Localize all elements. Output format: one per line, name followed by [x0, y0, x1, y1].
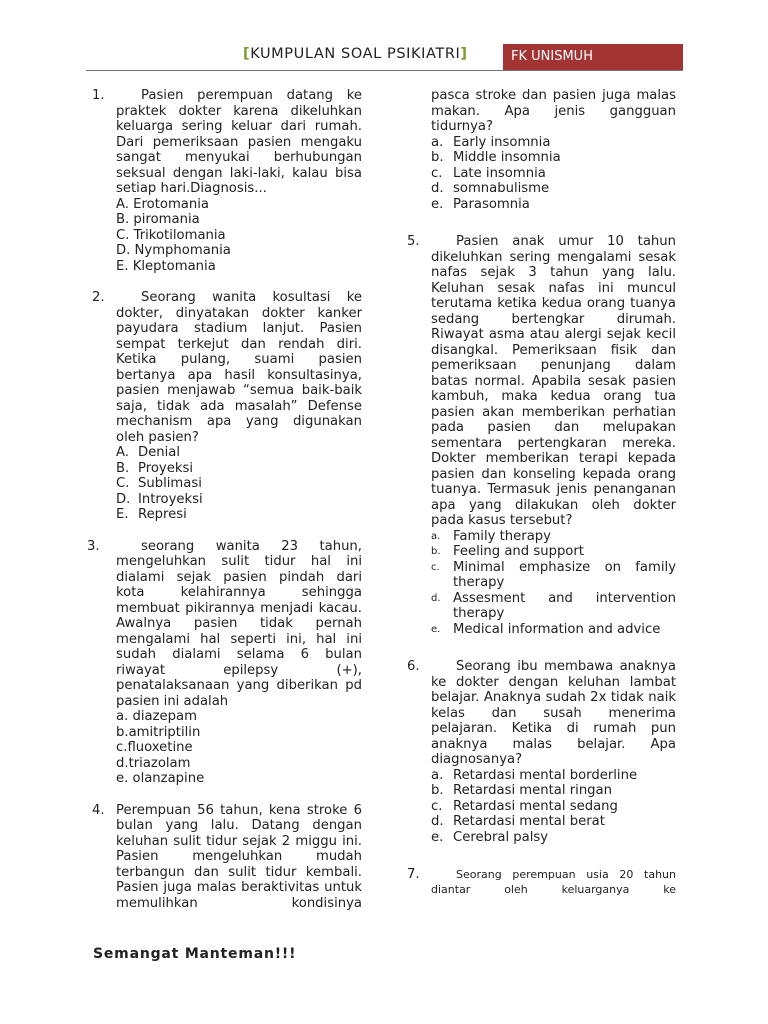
option-letter: e. [431, 623, 441, 635]
option-text: Middle insomnia [453, 150, 561, 165]
option-letter: a. [431, 134, 444, 150]
option: d.triazolam [116, 755, 191, 771]
question-4 [92, 802, 362, 912]
option: E. Kleptomania [116, 258, 216, 274]
option-text: Retardasi mental borderline [453, 767, 638, 783]
option-letter: d. [431, 181, 444, 196]
option-letter: c. [431, 561, 440, 573]
question-6 [407, 659, 676, 845]
option [431, 150, 676, 166]
option-text: Early insomnia [453, 134, 551, 150]
option [431, 830, 676, 846]
option-letter: A. [116, 445, 129, 460]
question-text: Seorang perempuan usia 20 tahun diantar oleh keluarganya ke [431, 868, 676, 896]
option-letter: d. [431, 814, 444, 829]
option-text: Proyeksi [138, 460, 194, 476]
option-letter: a. [431, 767, 444, 783]
option [431, 799, 676, 815]
option-text: Introyeksi [138, 491, 203, 507]
option [431, 591, 676, 622]
option-text: Denial [138, 445, 181, 460]
option-text: Medical information and advice [453, 621, 661, 637]
option: a. diazepam [116, 709, 197, 724]
right-column [407, 88, 676, 913]
footer-motto: Semangat Manteman!!! [93, 946, 297, 962]
header-divider [86, 70, 683, 71]
question-text-continued: pasca stroke dan pasien juga malas makan. Apa jenis gangguan tidurnya? [431, 88, 676, 134]
option [431, 135, 676, 151]
question-text: Pasien anak umur 10 tahun dikeluhkan sering mengalami sesak nafas sejak 3 tahun yang lalu. Keluhan sesak nafas ini muncul terutama ketika kedua orang tuanya sedang bertengkar dirumah. Riwayat asma atau alergi sejak kecil disangkal. Pemeriksaan fisik dan pemeriksaan penunjang dalam batas normal. Apabila sesak pasien kambuh, maka kedua orang tua pasien akan memberikan perhatian pada pasien dan melupakan sementara pertengkaran mereka. Dokter memberikan terapi kepada pasien dan konseling kepada orang tuanya. Termasuk jenis penanganan apa yang dilakukan oleh dokter pada kasus tersebut? [431, 234, 676, 528]
option [431, 181, 676, 197]
question-3 [87, 538, 362, 787]
option-text: Retardasi mental sedang [453, 798, 618, 814]
option-letter: C. [116, 476, 130, 491]
question-text: Seorang wanita kosultasi ke dokter, dinyatakan dokter kanker payudara stadium lanjut. Pasien sempat terkejut dan rendah diri. Ketika pulang, suami pasien bertanya apa hasil konsultasinya, pasien menjawab “semua baik-baik saja, tidak ada masalah” Defense mechanism apa yang digunakan oleh pasien? [116, 290, 362, 445]
option-letter: b. [431, 546, 441, 557]
question-text: Pasien perempuan datang ke praktek dokter karena dikeluhkan keluarga sering keluar dari rumah. Dari pemeriksaan pasien mengaku sangat menyukai berhubungan seksual dengan laki-laki, kalau bisa setiap hari.Diagnosis... [116, 88, 362, 196]
option-text: Retardasi mental berat [453, 814, 605, 829]
header-title-text: KUMPULAN SOAL PSIKIATRI [250, 46, 461, 62]
question-7 [407, 867, 676, 897]
option [116, 461, 362, 477]
option [431, 166, 676, 182]
question-text: Seorang ibu membawa anaknya ke dokter dengan keluhan lambat belajar. Anaknya sudah 2x tidak naik kelas dan susah menerima pelajaran. Ketika di rumah pun anaknya malas belajar. Apa diagnosanya? [431, 659, 676, 767]
question-number: 7. [407, 867, 420, 882]
option-letter: E. [116, 507, 129, 522]
option-letter: c. [431, 165, 443, 181]
option-text: Sublimasi [138, 476, 202, 491]
question-text: Perempuan 56 tahun, kena stroke 6 bulan yang lalu. Datang dengan keluhan sulit tidur sejak 2 miggu ini. Pasien mengeluhkan mudah terbangun dan sulit tidur kembali. Pasien juga malas beraktivitas untuk memulihkan kondisinya [116, 802, 362, 911]
question-number: 5. [407, 234, 420, 249]
option: e. olanzapine [116, 771, 205, 786]
option: b.amitriptilin [116, 724, 201, 740]
header-badge: FK UNISMUH [503, 44, 683, 70]
left-column [87, 88, 362, 927]
option-text: somnabulisme [453, 181, 550, 196]
option [431, 544, 676, 560]
option-text: Cerebral palsy [453, 829, 549, 845]
option-letter: e. [431, 829, 444, 845]
option [431, 560, 676, 591]
option [431, 622, 676, 638]
option [431, 529, 676, 545]
option-letter: e. [431, 196, 444, 212]
option-text: Feeling and support [453, 544, 584, 559]
option [431, 814, 676, 830]
option: D. Nymphomania [116, 243, 231, 258]
option: C. Trikotilomania [116, 227, 226, 243]
bracket-open: [ [243, 46, 251, 62]
question-number: 2. [92, 290, 105, 305]
option-text: Minimal emphasize on family therapy [453, 559, 676, 590]
option [431, 197, 676, 213]
question-number: 1. [92, 88, 105, 103]
option-letter: b. [431, 783, 444, 798]
question-5 [407, 234, 676, 637]
question-1 [92, 88, 362, 274]
question-number: 4. [92, 802, 105, 818]
option [116, 476, 362, 492]
option: A. Erotomania [116, 196, 209, 212]
option-letter: b. [431, 150, 444, 165]
option-text: Assesment and intervention therapy [453, 590, 676, 621]
bracket-close: ] [460, 46, 468, 62]
question-number: 3. [87, 538, 100, 554]
option [116, 507, 362, 523]
option-text: Late insomnia [453, 165, 546, 181]
option-text: Represi [138, 507, 187, 522]
question-text: seorang wanita 23 tahun, mengeluhkan sulit tidur hal ini dialami sejak pasien pindah dari kota kelahirannya sehingga membuat pikirannya menjadi kacau. Awalnya pasien tidak pernah mengalami hal seperti ini, hal ini sudah dialami selama 6 bulan riwayat epilepsy (+), penatalaksanaan yang diberikan pd pasien ini adalah [116, 538, 362, 709]
option-letter: D. [116, 491, 131, 507]
question-2 [92, 290, 362, 523]
option-letter: B. [116, 460, 130, 476]
question-number: 6. [407, 659, 420, 674]
question-4-continued [431, 88, 676, 212]
option: B. piromania [116, 212, 200, 227]
option [116, 445, 362, 461]
option-text: Family therapy [453, 528, 551, 544]
option [116, 492, 362, 508]
option-letter: a. [431, 530, 441, 542]
option-text: Parasomnia [453, 196, 530, 212]
header-title [243, 46, 468, 62]
option-letter: d. [431, 592, 441, 604]
option [431, 768, 676, 784]
option-letter: c. [431, 798, 443, 814]
option: c.fluoxetine [116, 740, 193, 755]
option [431, 783, 676, 799]
option-text: Retardasi mental ringan [453, 783, 612, 798]
